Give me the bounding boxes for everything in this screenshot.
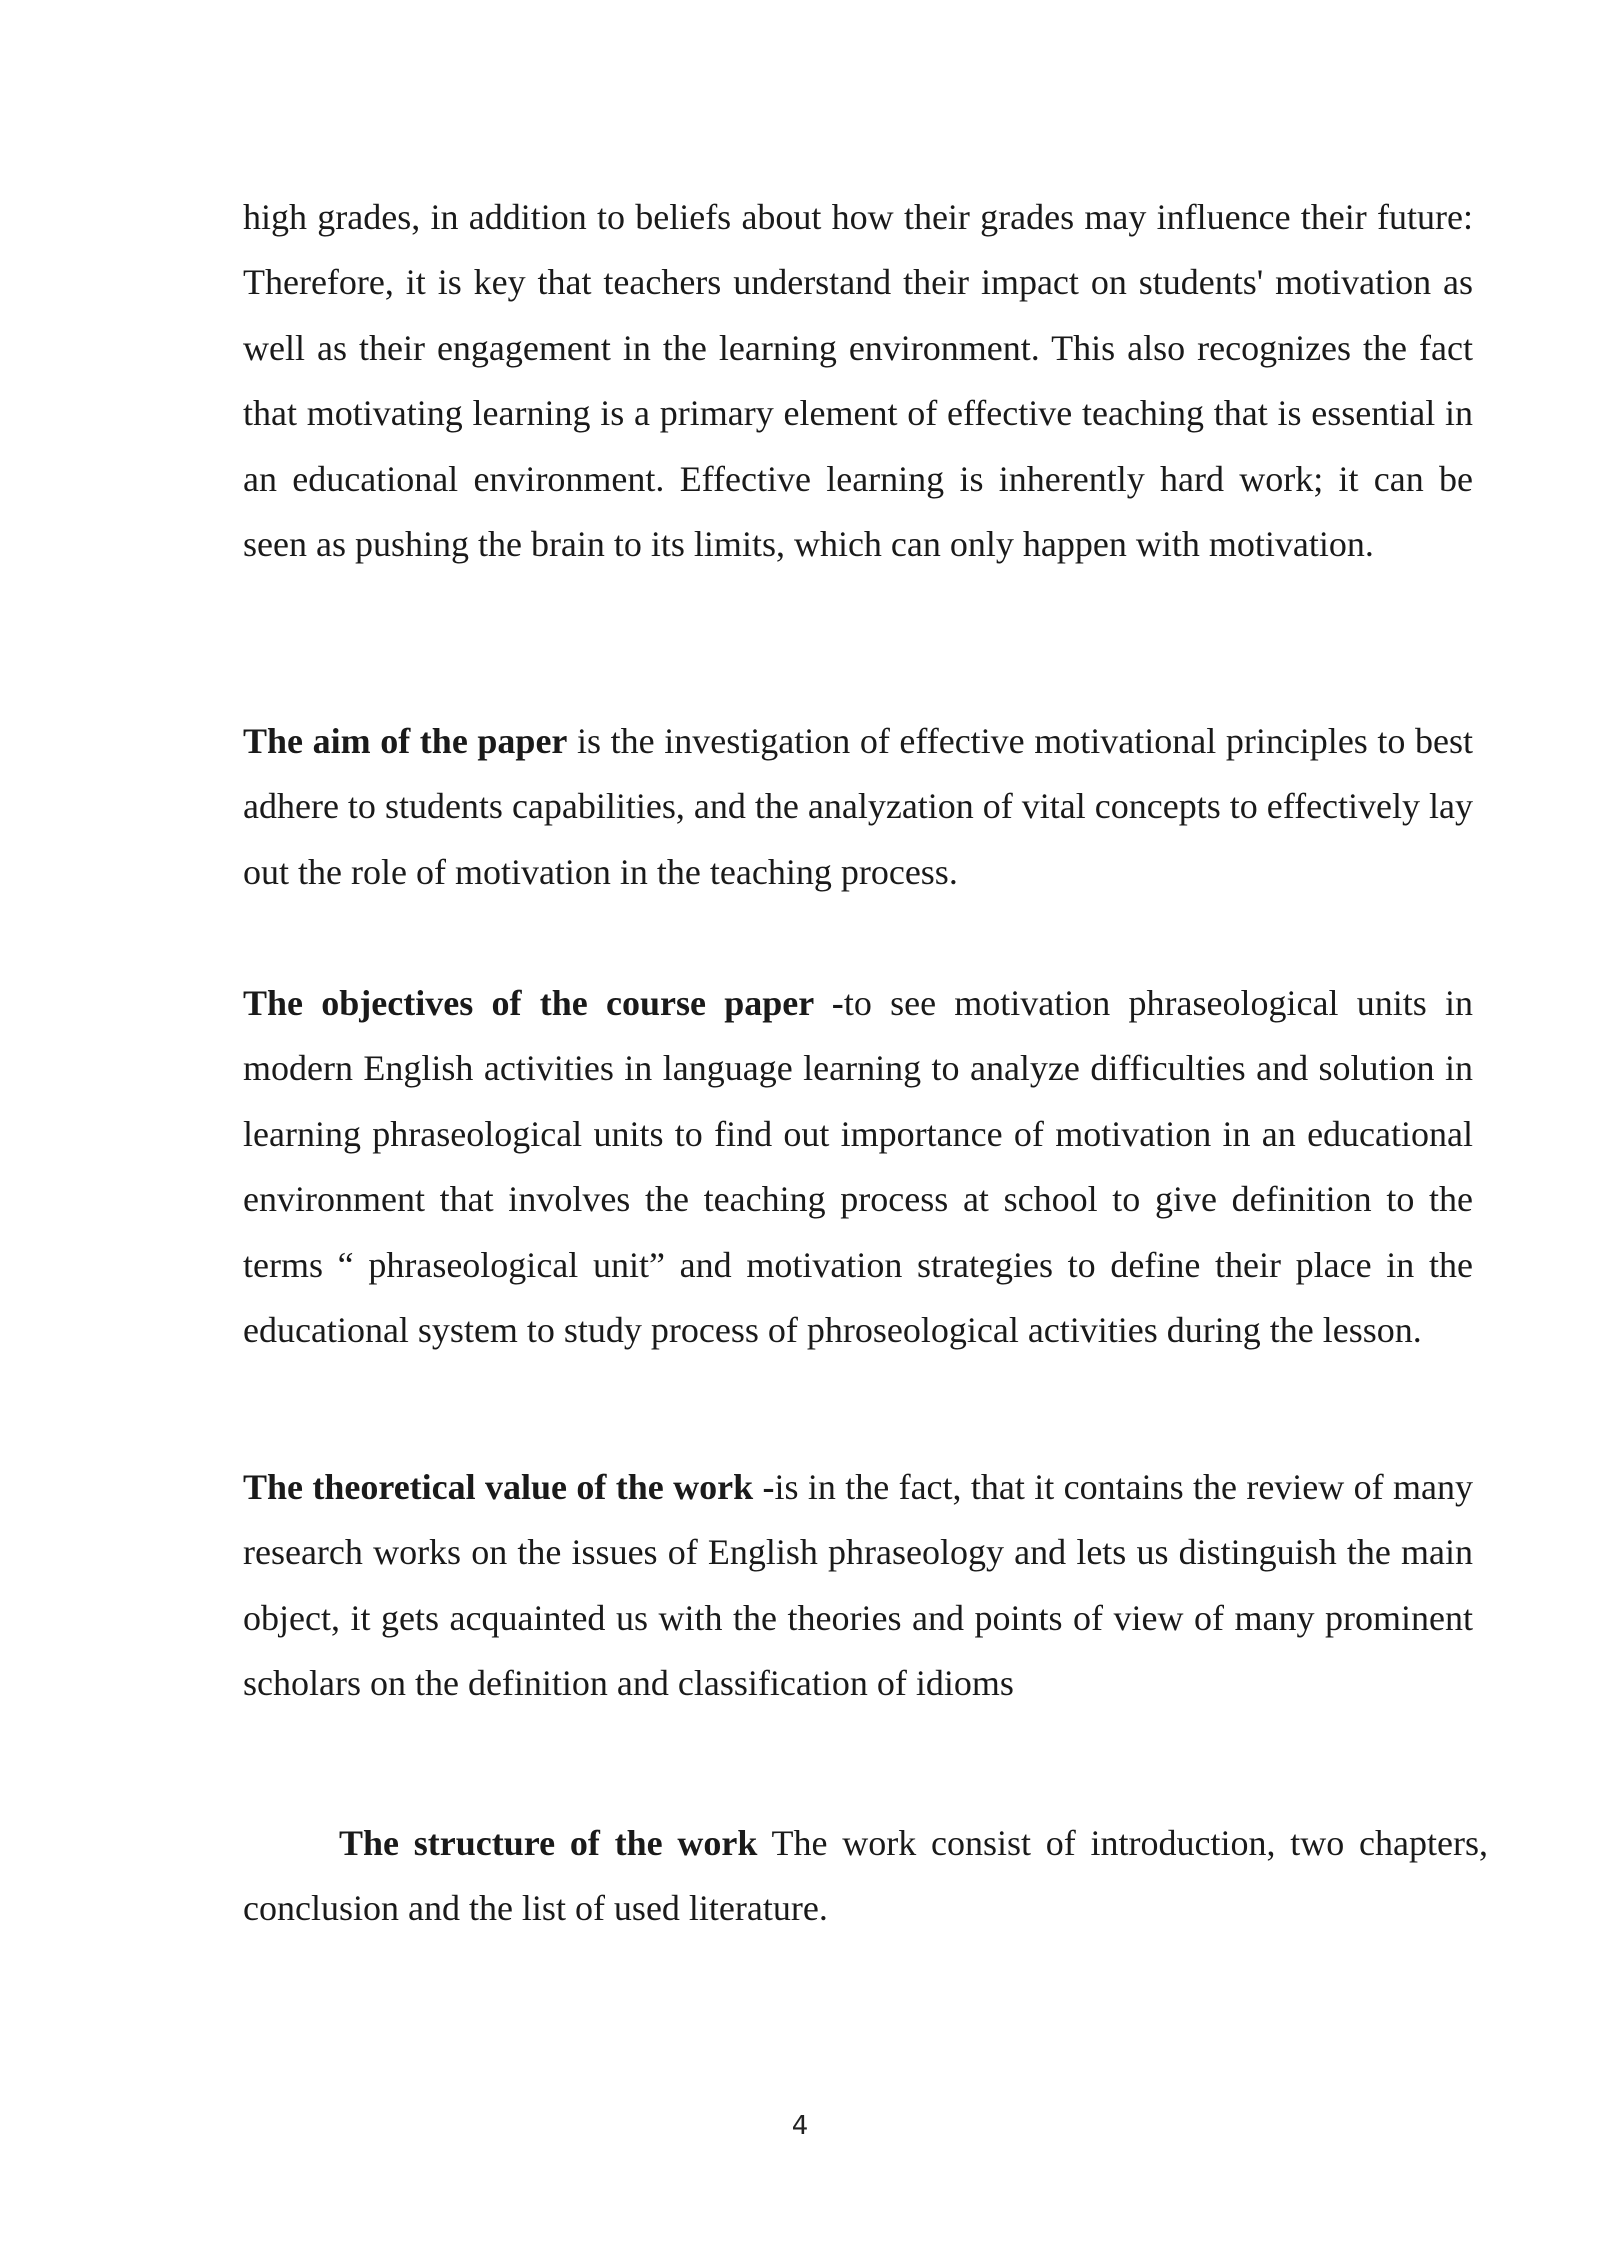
structure-heading: The structure of the work [339, 1823, 758, 1863]
objectives-text: to see motivation phraseological units in modern English activities in language learning to analyze difficulties and solution in learning phraseological units to find out importance of motivation in an educational environment that involves the teaching process at school to give definition to the terms “ phraseological unit” and motivation strategies to define their place in the educational system to study process of phroseological activities during the lesson. [243, 983, 1474, 1351]
objectives-heading: The objectives of the course paper - [243, 983, 844, 1023]
intro-continuation-paragraph [243, 185, 1473, 577]
intro-continuation-text: high grades, in addition to beliefs about how their grades may influence their future: Therefore, it is key that teachers understand their impact on students' motivation as well as their engagement in the learning environment. This also recognizes the fact that motivating learning is a primary element of effective teaching that is essential in an educational environment. Effective learning is inherently hard work; it can be seen as pushing the brain to its limits, which can only happen with motivation. [243, 197, 1473, 565]
page-number: 4 [791, 2111, 809, 2141]
theoretical-value-text: is in the fact, that it contains the review of many research works on the issues of English phraseology and lets us distinguish the main object, it gets acquainted us with the theories and points of view of many prominent scholars on the definition and classification of idioms [243, 1467, 1473, 1704]
aim-paragraph [243, 709, 1473, 905]
theoretical-value-heading: The theoretical value of the work - [243, 1467, 775, 1507]
theoretical-value-paragraph [243, 1455, 1473, 1717]
aim-text: is the investigation of effective motivational principles to best adhere to students capabilities, and the analyzation of vital concepts to effectively lay out the role of motivation in the teaching process. [243, 721, 1474, 892]
structure-text: The work consist of introduction, two chapters, conclusion and the list of used literature. [243, 1823, 1488, 1929]
objectives-paragraph [243, 971, 1473, 1363]
structure-paragraph [243, 1811, 1488, 1942]
aim-heading: The aim of the paper [243, 721, 568, 761]
